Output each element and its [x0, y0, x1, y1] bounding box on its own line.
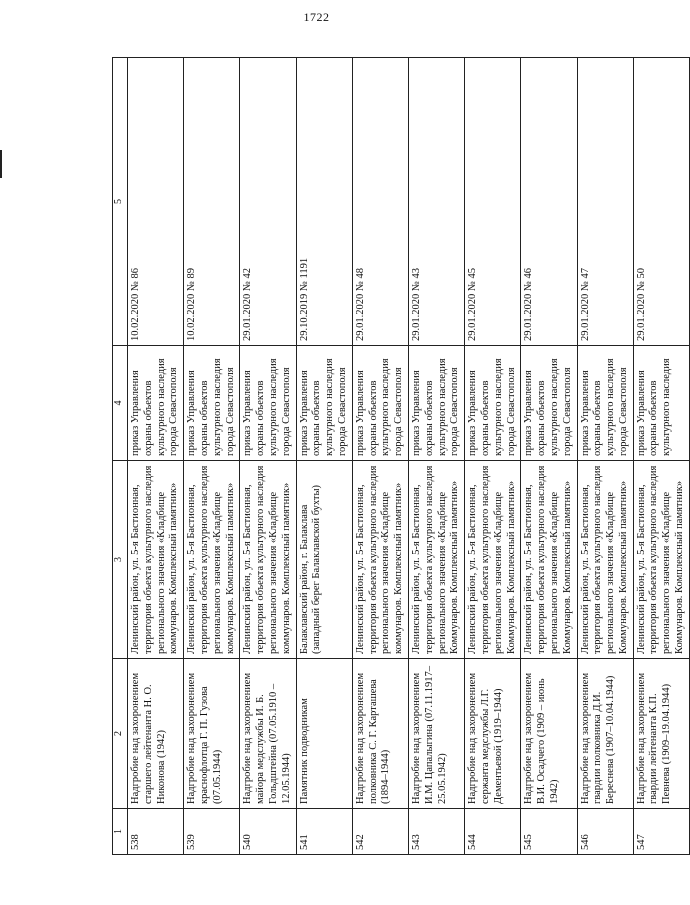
object-name: Надгробие над захоронением гвардии лейтенанта К.П. Певнева (1909–19.04.1944) — [633, 659, 689, 809]
protection-document: приказ Управления охраны объектов культурного наследия города Севастополя — [128, 346, 184, 461]
header-cell: 4 — [113, 346, 128, 461]
object-name: Надгробие над захоронением краснофлотца Г. П. Гузова (07.05.1944) — [184, 659, 240, 809]
object-address: Балаклавский район, г. Балаклава (западный берег Балаклавской бухты) — [296, 461, 352, 659]
table-row — [184, 58, 240, 855]
table-row — [352, 58, 408, 855]
document-date: 29.01.2020 № 42 — [240, 58, 296, 346]
table-row — [577, 58, 633, 855]
row-number: 546 — [577, 809, 633, 855]
header-row — [113, 58, 128, 855]
row-number: 547 — [633, 809, 689, 855]
document-date: 29.01.2020 № 50 — [633, 58, 689, 346]
document-date: 29.01.2020 № 45 — [465, 58, 521, 346]
table-row — [128, 58, 184, 855]
document-date: 29.01.2020 № 46 — [521, 58, 577, 346]
row-number: 539 — [184, 809, 240, 855]
row-number: 543 — [408, 809, 464, 855]
object-name: Надгробие над захоронением И.М. Цапалыгина (07.11.1917–25.05.1942) — [408, 659, 464, 809]
document-date: 10.02.2020 № 86 — [128, 58, 184, 346]
table-row — [633, 58, 689, 855]
heritage-table — [112, 57, 690, 855]
row-number: 540 — [240, 809, 296, 855]
row-number: 541 — [296, 809, 352, 855]
margin-mark — [0, 150, 2, 178]
table-row — [296, 58, 352, 855]
document-date: 29.01.2020 № 48 — [352, 58, 408, 346]
object-name: Надгробие над захоронением старшего лейтенанта Н. О. Никонова (1942) — [128, 659, 184, 809]
document-date: 29.01.2020 № 43 — [408, 58, 464, 346]
object-address: Ленинский район, ул. 5-я Бастионная, территория объекта культурного наследия регионального значения «Кладбище коммунаров. Комплексный памятник» — [128, 461, 184, 659]
table-row — [240, 58, 296, 855]
table-row — [521, 58, 577, 855]
object-address: Ленинский район, ул. 5-я Бастионная, территория объекта культурного наследия регионального значения «Кладбище Коммунаров. Комплексный памятник» — [633, 461, 689, 659]
object-address: Ленинский район, ул. 5-я Бастионная, территория объекта культурного наследия регионального значения «Кладбище коммунаров. Комплексный памятник» — [240, 461, 296, 659]
object-name: Надгробие над захоронением В.И. Осадчего (1909 – июнь 1942) — [521, 659, 577, 809]
document-date: 10.02.2020 № 89 — [184, 58, 240, 346]
protection-document: приказ Управления охраны объектов культурного наследия города Севастополя — [352, 346, 408, 461]
table-row — [408, 58, 464, 855]
protection-document: приказ Управления охраны объектов культурного наследия города Севастополя — [184, 346, 240, 461]
header-cell: 1 — [113, 809, 128, 855]
document-date: 29.10.2019 № 1191 — [296, 58, 352, 346]
header-cell: 3 — [113, 461, 128, 659]
document-date: 29.01.2020 № 47 — [577, 58, 633, 346]
protection-document: приказ Управления охраны объектов культурного наследия города Севастополя — [577, 346, 633, 461]
row-number: 545 — [521, 809, 577, 855]
object-address: Ленинский район, ул. 5-я Бастионная, территория объекта культурного наследия регионального значения «Кладбище Коммунаров. Комплексный памятник» — [408, 461, 464, 659]
object-name: Надгробие над захоронением майора медслужбы И. Б. Гольдштейна (07.05.1910 – 12.05.1944) — [240, 659, 296, 809]
protection-document: приказ Управления охраны объектов культурного наследия — [633, 346, 689, 461]
table-row — [465, 58, 521, 855]
object-address: Ленинский район, ул. 5-я Бастионная, территория объекта культурного наследия регионального значения «Кладбище коммунаров. Комплексный памятник» — [352, 461, 408, 659]
object-name: Надгробие над захоронением сержанта медслужбы Л.Г. Дементьевой (1919–1944) — [465, 659, 521, 809]
protection-document: приказ Управления охраны объектов культурного наследия города Севастополя — [296, 346, 352, 461]
page-number: 1722 — [303, 10, 330, 24]
object-name: Надгробие над захоронением гвардии полковника Д.И. Береснева (1907–10.04.1944) — [577, 659, 633, 809]
row-number: 542 — [352, 809, 408, 855]
object-address: Ленинский район, ул. 5-я Бастионная, территория объекта культурного наследия регионального значения «Кладбище Коммунаров. Комплексный памятник» — [521, 461, 577, 659]
header-cell: 2 — [113, 659, 128, 809]
protection-document: приказ Управления охраны объектов культурного наследия города Севастополя — [240, 346, 296, 461]
object-address: Ленинский район, ул. 5-я Бастионная, территория объекта культурного наследия регионального значения «Кладбище Коммунаров. Комплексный памятник» — [465, 461, 521, 659]
protection-document: приказ Управления охраны объектов культурного наследия города Севастополя — [465, 346, 521, 461]
row-number: 544 — [465, 809, 521, 855]
protection-document: приказ Управления охраны объектов культурного наследия города Севастополя — [408, 346, 464, 461]
row-number: 538 — [128, 809, 184, 855]
protection-document: приказ Управления охраны объектов культурного наследия города Севастополя — [521, 346, 577, 461]
object-address: Ленинский район, ул. 5-я Бастионная, территория объекта культурного наследия регионального значения «Кладбище коммунаров. Комплексный памятник» — [184, 461, 240, 659]
object-name: Надгробие над захоронением полковника С. Г. Карташева (1894–1944) — [352, 659, 408, 809]
header-cell: 5 — [113, 58, 128, 346]
object-name: Памятник подводникам — [296, 659, 352, 809]
object-address: Ленинский район, ул. 5-я Бастионная, территория объекта культурного наследия регионального значения «Кладбище Коммунаров. Комплексный памятник» — [577, 461, 633, 659]
rotated-table-container — [112, 58, 686, 855]
